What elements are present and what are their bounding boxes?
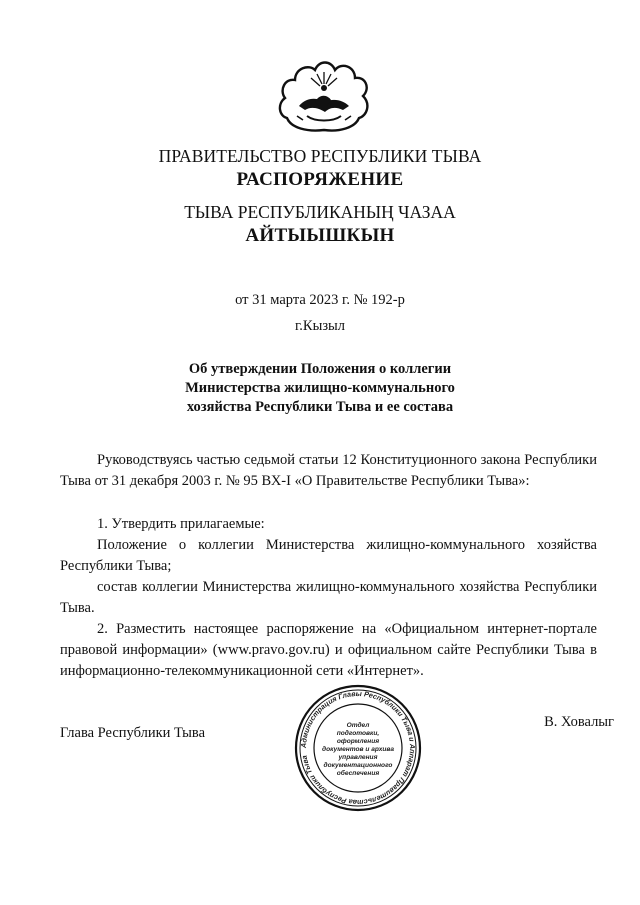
svg-text:оформления: оформления xyxy=(336,738,380,745)
title-line: Об утверждении Положения о коллегии xyxy=(188,361,452,377)
stamp-ring-text: Администрация Главы Республики Тыва и Аппарат Правительства Республики Тыва xyxy=(298,688,418,808)
item-1b: состав коллегии Министерства жилищно-коммунального хозяйства Республики Тыва. xyxy=(60,579,597,616)
document-date-number: от 31 марта 2023 г. № 192-р xyxy=(235,292,405,308)
item-1a: Положение о коллегии Министерства жилищно-коммунального хозяйства Республики Тыва; xyxy=(60,537,597,574)
intro-paragraph: Руководствуясь частью седьмой статьи 12 Конституционного закона Республики Тыва от 31 декабря 2003 г. № 95 ВХ-I «О Правительстве Республики Тыва»: xyxy=(60,452,597,489)
government-name-tv: ТЫВА РЕСПУБЛИКАНЫҢ ЧАЗАА xyxy=(184,202,456,222)
title-line: хозяйства Республики Тыва и ее состава xyxy=(186,399,454,415)
svg-text:обеспечения: обеспечения xyxy=(336,770,380,777)
document-type-ru: РАСПОРЯЖЕНИЕ xyxy=(236,169,404,190)
svg-text:управления: управления xyxy=(338,754,378,761)
government-name-ru: ПРАВИТЕЛЬСТВО РЕСПУБЛИКИ ТЫВА xyxy=(158,146,482,166)
svg-text:документационного: документационного xyxy=(323,762,393,769)
signatory-position: Глава Республики Тыва xyxy=(60,725,206,741)
emblem-icon xyxy=(277,58,371,134)
svg-text:документов и архива: документов и архива xyxy=(322,746,394,753)
document-type-tv: АЙТЫЫШКЫН xyxy=(245,225,395,246)
signatory-name: В. Ховалыг xyxy=(544,714,614,730)
document-city: г.Кызыл xyxy=(294,318,346,334)
svg-text:подготовки,: подготовки, xyxy=(336,730,380,737)
official-stamp xyxy=(293,683,423,813)
item-2: 2. Разместить настоящее распоряжение на «Официальном интернет-портале правовой информации» (www.pravo.gov.ru) и официальном сайте Республики Тыва в информационно-телекоммуникационной сети «Интернет». xyxy=(60,621,597,679)
title-line: Министерства жилищно-коммунального xyxy=(185,380,455,396)
svg-text:Отдел: Отдел xyxy=(346,722,370,729)
document-title xyxy=(0,360,640,417)
item-1: 1. Утвердить прилагаемые: xyxy=(97,516,265,532)
